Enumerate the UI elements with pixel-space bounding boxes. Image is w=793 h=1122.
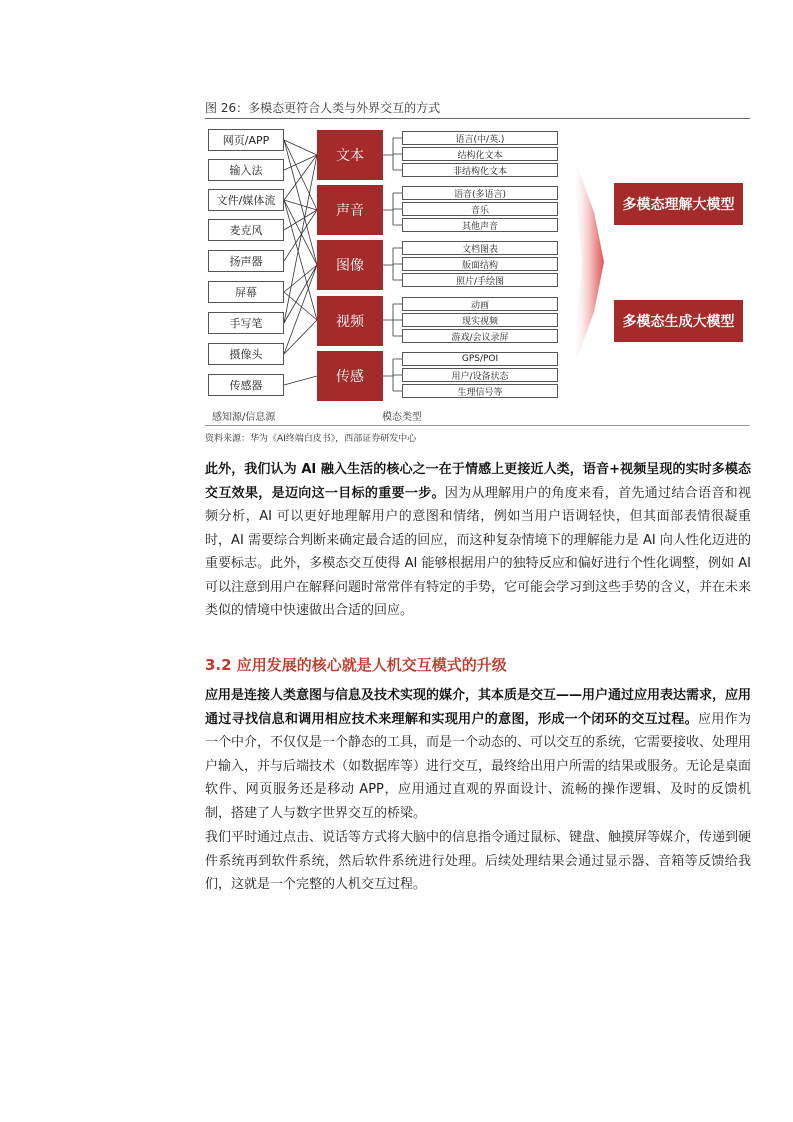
modality-subtype-box: 音乐 [402,202,558,216]
paragraph-3: 我们平时通过点击、说话等方式将大脑中的信息指令通过鼠标、键盘、触摸屏等媒介，传递到硬件系统再到软件系统，然后软件系统进行处理。后续处理结果会通过显示器、音箱等反馈给我们，这就是一个完整的人机交互过程。 [205,830,752,892]
modality-box: 传感 [317,351,383,401]
modality-subtype-box: 生理信号等 [402,384,558,398]
modality-box: 图像 [317,240,383,290]
left-axis-label: 感知源/信息源 [212,412,276,423]
source-box: 文件/媒体流 [208,189,284,211]
source-box: 手写笔 [208,312,284,334]
output-generation-box: 多模态生成大模型 [614,300,743,342]
modality-subtype-box: 游戏/会议录屏 [402,329,558,343]
source-box: 传感器 [208,374,284,396]
source-box: 摄像头 [208,343,284,365]
paragraph-1 [205,458,751,623]
paragraph-2-text: 应用作为一个中介，不仅仅是一个静态的工具，而是一个动态的、可以交互的系统，它需要接收、处理用户输入，并与后端技术（如数据库等）进行交互，最终给出用户所需的结果或服务。无论是桌面软件、网页服务还是移动 APP，应用通过直观的界面设计、流畅的操作逻辑、及时的反馈机制，搭建了人与数字世界交互的桥梁。 [205,711,752,821]
modality-subtype-box: 其他声音 [402,218,558,232]
source-box: 屏幕 [208,281,284,303]
paragraph-1-bold: 此外，我们认为 AI 融入生活的核心之一在于情感上更接近人类，语音+视频呈现的实时多模态交互效果，是迈向这一目标的重要一步。 [205,462,751,501]
figure-source-note: 资料来源：华为《AI终端白皮书》，西部证券研发中心 [205,434,417,444]
source-box: 输入法 [208,159,284,181]
modality-box: 文本 [317,130,383,180]
modality-subtype-box: 语言(中/英.) [402,131,558,145]
modality-subtype-box: 动画 [402,297,558,311]
modality-subtype-box: 语音(多语言) [402,186,558,200]
modality-subtype-box: GPS/POI [402,352,558,366]
mid-axis-label: 模态类型 [382,412,422,423]
modality-box: 视频 [317,296,383,346]
paragraph-2-bold: 应用是连接人类意图与信息及技术实现的媒介，其本质是交互——用户通过应用表达需求，应用通过寻找信息和调用相应技术来理解和实现用户的意图，形成一个闭环的交互过程。 [205,688,752,727]
modality-subtype-box: 非结构化文本 [402,163,558,177]
paragraph-1-text: 因为从理解用户的角度来看，首先通过结合语音和视频分析，AI 可以更好地理解用户的意图和情绪，例如当用户语调轻快，但其面部表情很凝重时，AI 需要综合判断来确定最合适的回应，而这种复杂情境下的理解能力是 AI 向人性化迈进的重要标志。此外，多模态交互使得 AI 能够根据用户的独特反应和偏好进行个性化调整，例如 AI 可以注意到用户在解释问题时常常伴有特定的手势，它可能会学习到这些手势的含义，并在未来类似的情境中快速做出合适的回应。 [205,485,752,618]
modality-subtype-box: 现实视频 [402,313,558,327]
output-understanding-box: 多模态理解大模型 [614,183,743,225]
source-box: 网页/APP [208,129,284,151]
modality-subtype-box: 文档图表 [402,241,558,255]
figure-title: 图 26：多模态更符合人类与外界交互的方式 [205,101,441,115]
paragraph-2 [205,684,751,825]
source-box: 扬声器 [208,250,284,272]
modality-subtype-box: 用户/设备状态 [402,368,558,382]
source-box: 麦克风 [208,219,284,241]
modality-box: 声音 [317,185,383,235]
modality-subtype-box: 照片/手绘图 [402,273,558,287]
modality-subtype-box: 结构化文本 [402,147,558,161]
modality-subtype-box: 版面结构 [402,257,558,271]
section-heading: 3.2 应用发展的核心就是人机交互模式的升级 [205,656,507,674]
figure-bottom-rule [205,425,750,426]
